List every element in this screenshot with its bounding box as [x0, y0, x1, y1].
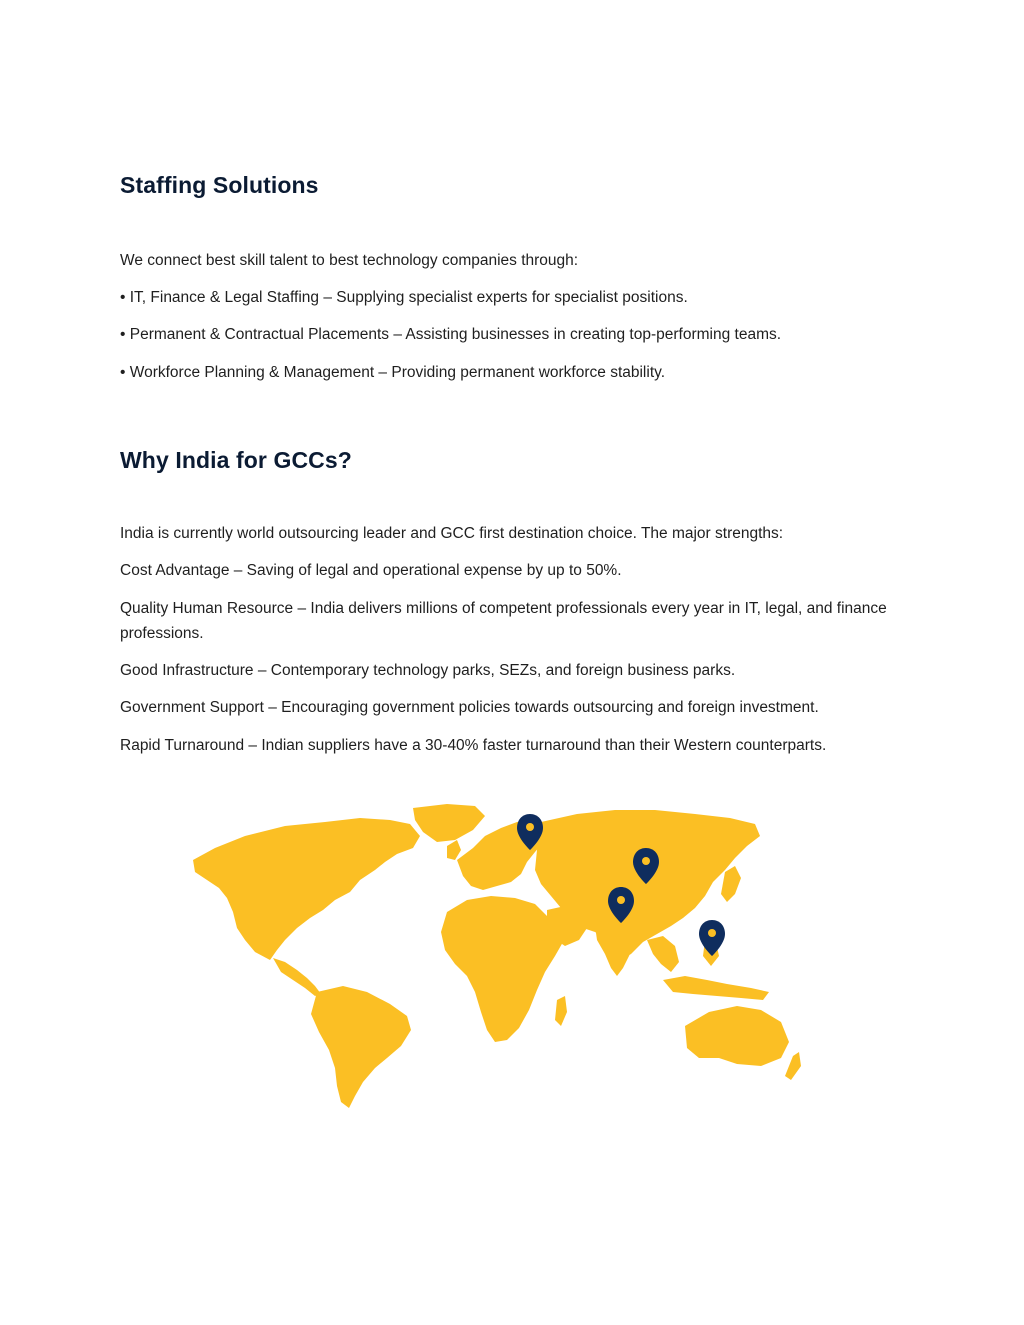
strength-infrastructure: Good Infrastructure – Contemporary technology parks, SEZs, and foreign business parks.: [120, 662, 736, 679]
japan-shape: [721, 866, 741, 902]
north-america-shape: [193, 818, 420, 960]
staffing-item-3: • Workforce Planning & Management – Providing permanent workforce stability.: [120, 364, 666, 381]
strength-cost-advantage: Cost Advantage – Saving of legal and operational expense by up to 50%.: [120, 562, 622, 579]
madagascar-shape: [555, 996, 567, 1026]
section-title-why-india: Why India for GCCs?: [120, 447, 352, 473]
indonesia-shape: [663, 976, 769, 1000]
greenland-shape: [413, 804, 485, 842]
new-zealand-shape: [785, 1052, 801, 1080]
strength-government-support: Government Support – Encouraging government policies towards outsourcing and foreign investment.: [120, 699, 819, 716]
strength-rapid-turnaround: Rapid Turnaround – Indian suppliers have a 30-40% faster turnaround than their Western counterparts.: [120, 737, 827, 754]
central-america-shape: [273, 958, 321, 996]
why-india-intro: India is currently world outsourcing leader and GCC first destination choice. The major strengths:: [120, 525, 784, 542]
uk-shape: [447, 840, 461, 860]
section-title-staffing: Staffing Solutions: [120, 172, 319, 198]
staffing-item-1: • IT, Finance & Legal Staffing – Supplying specialist experts for specialist positions.: [120, 289, 688, 306]
south-america-shape: [311, 986, 411, 1108]
africa-shape: [441, 896, 563, 1042]
world-map-icon: [185, 800, 805, 1115]
strength-human-resource: Quality Human Resource – India delivers millions of competent professionals every year in IT, legal, and finance professions.: [120, 600, 887, 642]
india-shape: [595, 922, 635, 976]
australia-shape: [685, 1006, 789, 1066]
world-map-svg: [185, 800, 805, 1115]
continents: [193, 804, 801, 1108]
location-pin-icon: [699, 920, 725, 956]
southeast-asia-shape: [647, 936, 679, 972]
staffing-item-2: • Permanent & Contractual Placements – Assisting businesses in creating top-performing teams.: [120, 326, 782, 343]
staffing-intro: We connect best skill talent to best technology companies through:: [120, 252, 579, 269]
